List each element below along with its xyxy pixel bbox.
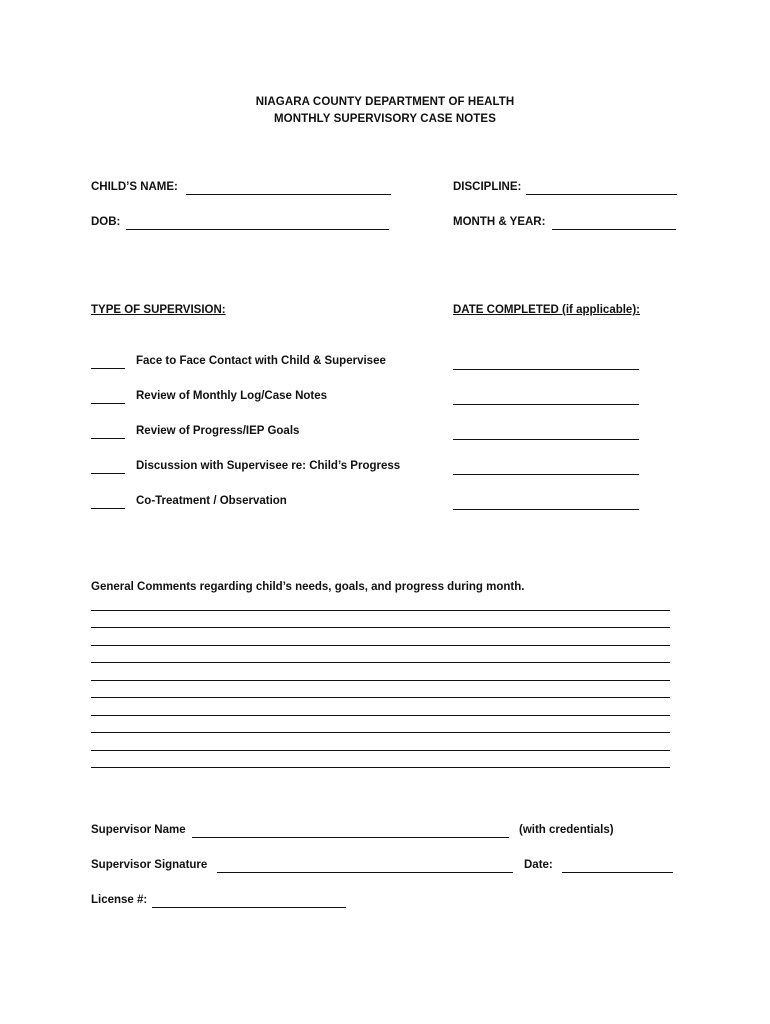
comment-line[interactable]	[91, 680, 670, 681]
comment-line[interactable]	[91, 645, 670, 646]
supervision-item-label: Review of Progress/IEP Goals	[136, 425, 300, 437]
credentials-note: (with credentials)	[519, 824, 614, 836]
comment-line[interactable]	[91, 715, 670, 716]
comment-line[interactable]	[91, 697, 670, 698]
type-of-supervision-heading: TYPE OF SUPERVISION:	[91, 304, 226, 316]
supervision-check-line[interactable]	[91, 368, 125, 369]
supervision-check-line[interactable]	[91, 438, 125, 439]
supervisor-name-label: Supervisor Name	[91, 824, 186, 836]
comment-line[interactable]	[91, 750, 670, 751]
supervision-date-line[interactable]	[453, 509, 639, 510]
comment-line[interactable]	[91, 610, 670, 611]
comment-line[interactable]	[91, 662, 670, 663]
license-label: License #:	[91, 894, 148, 906]
childs-name-field[interactable]	[186, 194, 391, 195]
supervision-item-label: Face to Face Contact with Child & Supervisee	[136, 355, 386, 367]
date-completed-heading: DATE COMPLETED (if applicable):	[453, 304, 640, 316]
supervision-check-line[interactable]	[91, 508, 125, 509]
supervision-check-line[interactable]	[91, 473, 125, 474]
comment-line[interactable]	[91, 627, 670, 628]
supervision-item-label: Co-Treatment / Observation	[136, 495, 287, 507]
supervision-date-line[interactable]	[453, 439, 639, 440]
supervision-check-line[interactable]	[91, 403, 125, 404]
month-year-label: MONTH & YEAR:	[453, 216, 546, 228]
supervisor-signature-field[interactable]	[217, 872, 513, 873]
comment-line[interactable]	[91, 767, 670, 768]
dob-label: DOB:	[91, 216, 121, 228]
header-line-1: NIAGARA COUNTY DEPARTMENT OF HEALTH	[255, 96, 515, 108]
dob-field[interactable]	[126, 229, 389, 230]
comment-line[interactable]	[91, 732, 670, 733]
supervisor-signature-label: Supervisor Signature	[91, 859, 208, 871]
discipline-label: DISCIPLINE:	[453, 181, 522, 193]
supervision-date-line[interactable]	[453, 404, 639, 405]
supervision-date-line[interactable]	[453, 474, 639, 475]
general-comments-label: General Comments regarding child’s needs, goals, and progress during month.	[91, 581, 525, 593]
supervision-date-line[interactable]	[453, 369, 639, 370]
childs-name-label: CHILD’S NAME:	[91, 181, 178, 193]
license-field[interactable]	[152, 907, 346, 908]
date-field[interactable]	[562, 872, 673, 873]
header-line-2: MONTHLY SUPERVISORY CASE NOTES	[274, 113, 496, 125]
month-year-field[interactable]	[552, 229, 676, 230]
supervision-item-label: Review of Monthly Log/Case Notes	[136, 390, 328, 402]
supervisor-name-field[interactable]	[192, 837, 509, 838]
supervision-item-label: Discussion with Supervisee re: Child’s Progress	[136, 460, 401, 472]
discipline-field[interactable]	[526, 194, 677, 195]
date-label: Date:	[524, 859, 553, 871]
